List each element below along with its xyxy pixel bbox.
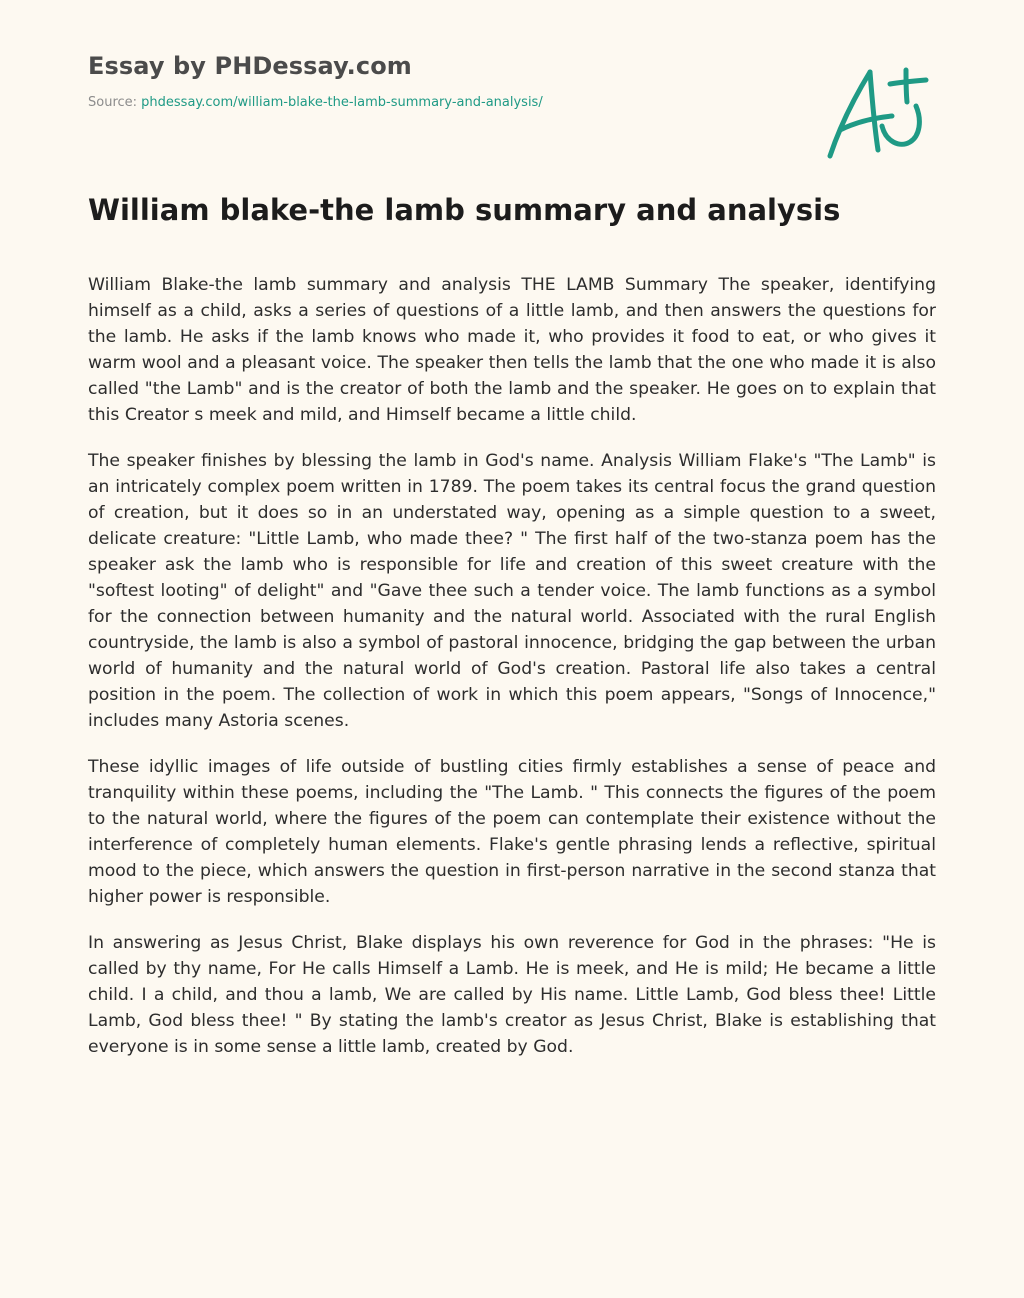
source-label: Source: (88, 95, 142, 110)
essay-paragraph: William Blake-the lamb summary and analysis THE LAMB Summary The speaker, identifying himself as a child, asks a series of questions of a little lamb, and then answers the questions for the lamb. He asks if the lamb knows who made it, who provides it food to eat, or who gives it warm wool and a pleasant voice. The speaker then tells the lamb that the one who made it is also called "the Lamb" and is the creator of both the lamb and the speaker. He goes on to explain that this Creator s meek and mild, and Himself became a little child. (88, 275, 936, 425)
essay-title: William blake-the lamb summary and analysis (88, 193, 841, 227)
source-link[interactable]: phdessay.com/william-blake-the-lamb-summary-and-analysis/ (141, 95, 543, 110)
source-line (88, 94, 884, 112)
essay-paragraph: The speaker finishes by blessing the lamb in God's name. Analysis William Flake's "The Lamb" is an intricately complex poem written in 1789. The poem takes its central focus the grand question of creation, but it does so in an understated way, opening as a simple question to a sweet, delicate creature: "Little Lamb, who made thee? " The first half of the two-stanza poem has the speaker ask the lamb who is responsible for life and creation of this sweet creature with the "softest looting" of delight" and "Gave thee such a tender voice. The lamb functions as a symbol for the connection between humanity and the natural world. Associated with the rural English countryside, the lamb is also a symbol of pastoral innocence, bridging the gap between the urban world of humanity and the natural world of God's creation. Pastoral life also takes a central position in the poem. The collection of work in which this poem appears, "Songs of Innocence," includes many Astoria scenes. (88, 451, 936, 731)
essay-paragraph: In answering as Jesus Christ, Blake displays his own reverence for God in the phrases: "He is called by thy name, For He calls Himself a Lamb. He is meek, and He is mild; He became a little child. I a child, and thou a lamb, We are called by His name. Little Lamb, God bless thee! Little Lamb, God bless thee! " By stating the lamb's creator as Jesus Christ, Blake is establishing that everyone is in some sense a little lamb, created by God. (88, 933, 936, 1057)
essay-body (88, 272, 936, 1080)
site-brand: Essay by PHDessay.com (88, 52, 412, 80)
a-plus-logo-icon (822, 64, 930, 162)
essay-paragraph: These idyllic images of life outside of bustling cities firmly establishes a sense of peace and tranquility within these poems, including the "The Lamb. " This connects the figures of the poem to the natural world, where the figures of the poem can contemplate their existence without the interference of completely human elements. Flake's gentle phrasing lends a reflective, spiritual mood to the piece, which answers the question in first-person narrative in the second stanza that higher power is responsible. (88, 757, 936, 907)
page-header (88, 50, 884, 112)
